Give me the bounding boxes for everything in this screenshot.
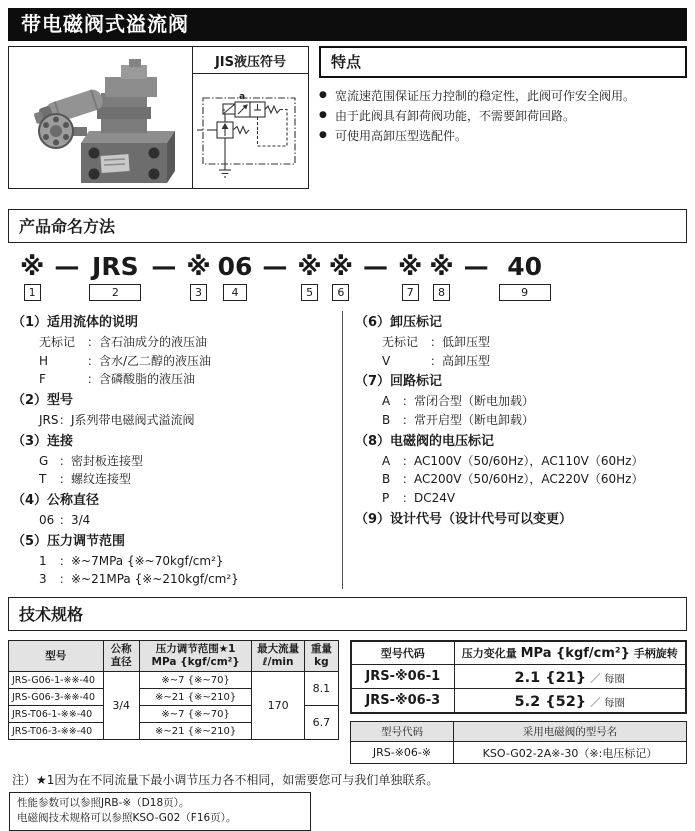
option-text: ：常开启型（断电卸载）: [402, 413, 535, 428]
code-position-box: 2: [89, 284, 141, 301]
col-solenoid-name: 采用电磁阀的型号名: [454, 722, 687, 742]
weight-cell: 8.1: [304, 672, 338, 706]
option-key: 06: [39, 513, 55, 528]
code-position-box: 4: [223, 284, 247, 301]
item-number: （3）: [12, 433, 48, 449]
option-key: H: [39, 353, 49, 368]
option-text: ：螺纹连接型: [59, 472, 132, 487]
code-char: ※: [398, 252, 423, 281]
option-text: ：含石油成分的液压油: [87, 335, 208, 350]
option-text: ：AC200V（50/60Hz），AC220V（60Hz）: [402, 472, 644, 487]
item-number: （6）: [355, 315, 391, 330]
option-key: 无标记: [382, 335, 419, 350]
code-char: ※: [328, 252, 354, 281]
option-text: ：※~7MPa {※~70kgf/cm²}: [59, 553, 224, 568]
feature-item: ● 宽流速范围保证压力控制的稳定性，此阀可作安全阀用。: [319, 87, 687, 107]
code-dash: —: [363, 252, 389, 281]
value-cell: 2.1 {21} ／ 每圈: [454, 665, 686, 689]
col-pressure-range: 压力调节范围★1 MPa {kgf/cm²}: [139, 641, 252, 672]
jis-panel-title: JIS液压符号: [193, 47, 308, 74]
option-key: A: [382, 453, 391, 468]
code-char: ※: [429, 252, 454, 281]
col-model: 型号: [9, 641, 104, 672]
col-model-code: 型号代码: [351, 641, 454, 665]
feature-item: ● 可使用高卸压型选配件。: [319, 127, 687, 147]
option-key: A: [382, 394, 391, 409]
product-overview-box: [8, 46, 309, 189]
option-key: JRS: [39, 413, 59, 428]
option-text: ：含水/乙二醇的液压油: [87, 353, 212, 368]
code-position-box: 9: [499, 284, 551, 301]
code-position-box: 3: [190, 284, 207, 301]
option-key: 无标记: [39, 335, 76, 350]
option-text: ：※~21MPa {※~210kgf/cm²}: [59, 572, 239, 587]
legend-item-7: [355, 372, 687, 429]
item-number: （5）: [12, 533, 48, 549]
features-list: [319, 87, 687, 146]
section-specs-title: 技术规格: [8, 597, 687, 631]
table-header-row: [351, 722, 687, 742]
item-title: 设计代号（设计代号可以变更）: [390, 511, 573, 527]
table-row: [9, 672, 339, 689]
item-title: 连接: [47, 433, 74, 449]
code-position-box: 5: [301, 284, 318, 301]
model-code-cell: JRS-※06-※: [351, 742, 454, 764]
code-segment-8: [429, 253, 453, 301]
item-number: （9）: [355, 511, 391, 527]
range-cell: ※~21 {※~210}: [139, 689, 252, 706]
item-number: （2）: [12, 392, 48, 408]
code-dash: —: [463, 252, 489, 281]
option-key: P: [382, 490, 390, 505]
col-weight: 重量 kg: [304, 641, 338, 672]
code-position-box: 6: [332, 284, 349, 301]
right-tables-column: [350, 640, 687, 764]
legend-item-6: [355, 313, 687, 370]
value-cell: 5.2 {52} ／ 每圈: [454, 689, 686, 714]
flow-cell: 170: [252, 672, 304, 740]
item-number: （4）: [12, 492, 48, 508]
model-cell: JRS-G06-3-※※-40: [9, 689, 104, 706]
option-text: ：低卸压型: [430, 335, 491, 350]
jis-symbol-panel: [193, 47, 308, 188]
option-text: ：密封板连接型: [59, 453, 144, 468]
legend-item-8: [355, 432, 687, 508]
option-key: B: [382, 472, 391, 487]
code-position-box: 8: [433, 284, 450, 301]
code-segment-5: [297, 253, 321, 301]
model-cell: JRS-G06-1-※※-40: [9, 672, 104, 689]
model-code-diagram: [8, 243, 687, 303]
solenoid-model-table: [350, 721, 687, 764]
legend-item-5: [12, 532, 342, 589]
table-row: [351, 665, 686, 689]
item-title: 回路标记: [390, 374, 443, 390]
naming-legend: [8, 311, 687, 589]
item-number: （7）: [355, 374, 391, 390]
table-header-row: [351, 641, 686, 665]
item-title: 电磁阀的电压标记: [390, 433, 495, 449]
code-dash: —: [151, 252, 177, 281]
item-number: （8）: [355, 433, 391, 449]
table-header-row: [9, 641, 339, 672]
item-number: （1）: [12, 315, 48, 330]
option-key: G: [39, 453, 49, 468]
footnote: 注）★1因为在不同流量下最小调节压力各不相同，如需要您可与我们单独联系。: [12, 773, 439, 788]
range-cell: ※~7 {※~70}: [139, 706, 252, 723]
valve-photo-illustration: [9, 47, 193, 188]
reference-line: 性能参数可以参照JRB-※（D18页）。: [17, 797, 190, 810]
option-text: ：高卸压型: [430, 353, 491, 368]
col-model-code: 型号代码: [351, 722, 454, 742]
option-key: F: [39, 372, 46, 387]
legend-left-column: [8, 311, 342, 589]
col-diameter: 公称 直径: [103, 641, 139, 672]
spec-tables: [8, 640, 687, 764]
model-code-cell: JRS-※06-1: [351, 665, 454, 689]
code-char: 06: [217, 252, 253, 281]
features-section: [319, 46, 687, 189]
diameter-cell: 3/4: [103, 672, 139, 740]
range-cell: ※~7 {※~70}: [139, 672, 252, 689]
model-code-cell: JRS-※06-3: [351, 689, 454, 714]
code-char: ※: [186, 252, 211, 281]
legend-item-3: [12, 432, 342, 489]
legend-item-4: [12, 491, 342, 530]
code-segment-9: [499, 253, 551, 301]
option-text: ：常闭合型（断电加载）: [402, 394, 535, 409]
option-text: ：AC100V（50/60Hz），AC110V（60Hz）: [402, 453, 644, 468]
table-row: [351, 689, 686, 714]
hydraulic-circuit-diagram: [193, 74, 306, 186]
reference-box: [9, 792, 311, 831]
option-key: V: [382, 353, 391, 368]
code-position-box: 7: [402, 284, 419, 301]
legend-right-column: [342, 311, 687, 589]
code-segment-6: [329, 253, 353, 301]
code-char: ※: [297, 252, 322, 281]
pressure-change-table: [350, 640, 687, 714]
code-segment-3: [186, 253, 210, 301]
item-title: 公称直径: [47, 492, 100, 508]
code-dash: —: [54, 252, 80, 281]
option-text: ：3/4: [59, 513, 91, 528]
code-char: JRS: [92, 252, 139, 281]
legend-item-9: [355, 510, 687, 530]
solenoid-name-cell: KSO-G02-2A※-30（※:电压标记）: [454, 742, 687, 764]
option-key: 1: [39, 553, 47, 568]
code-position-box: 1: [24, 284, 41, 301]
code-segment-1: [20, 253, 44, 301]
feature-item: ● 由于此阀具有卸荷阀功能，不需要卸荷回路。: [319, 107, 687, 127]
legend-item-2: [12, 391, 342, 430]
model-cell: JRS-T06-1-※※-40: [9, 706, 104, 723]
weight-cell: 6.7: [304, 706, 338, 740]
port-a-label: a: [239, 92, 246, 102]
option-text: ：含磷酸脂的液压油: [87, 372, 196, 387]
features-title: 特点: [319, 46, 687, 78]
code-segment-4: [218, 253, 253, 301]
col-pressure-change: 压力变化量 MPa {kgf/cm²} 手柄旋转: [454, 641, 686, 665]
item-title: 型号: [47, 392, 74, 408]
code-dash: —: [262, 252, 288, 281]
code-char: 40: [507, 252, 543, 281]
item-title: 压力调节范围: [47, 533, 126, 549]
code-char: ※: [20, 252, 45, 281]
code-segment-2: [89, 253, 141, 301]
item-title: 卸压标记: [390, 315, 443, 330]
col-max-flow: 最大流量 ℓ/min: [252, 641, 304, 672]
section-naming-title: 产品命名方法: [8, 209, 687, 243]
item-title: 适用流体的说明: [47, 315, 139, 330]
model-cell: JRS-T06-3-※※-40: [9, 723, 104, 740]
jis-hydraulic-symbol: [193, 74, 308, 190]
option-key: B: [382, 413, 391, 428]
option-key: 3: [39, 572, 47, 587]
legend-item-1: [12, 313, 342, 389]
range-cell: ※~21 {※~210}: [139, 723, 252, 740]
option-text: ：DC24V: [402, 490, 456, 505]
model-spec-table: [8, 640, 339, 740]
overview-row: [8, 46, 687, 189]
reference-line: 电磁阀技术规格可以参照KSO-G02（F16页）。: [17, 812, 237, 825]
page-title: 带电磁阀式溢流阀: [8, 8, 687, 41]
option-text: ：J系列带电磁阀式溢流阀: [59, 413, 195, 428]
option-key: T: [39, 472, 47, 487]
code-segment-7: [398, 253, 422, 301]
product-photo: [9, 47, 193, 188]
